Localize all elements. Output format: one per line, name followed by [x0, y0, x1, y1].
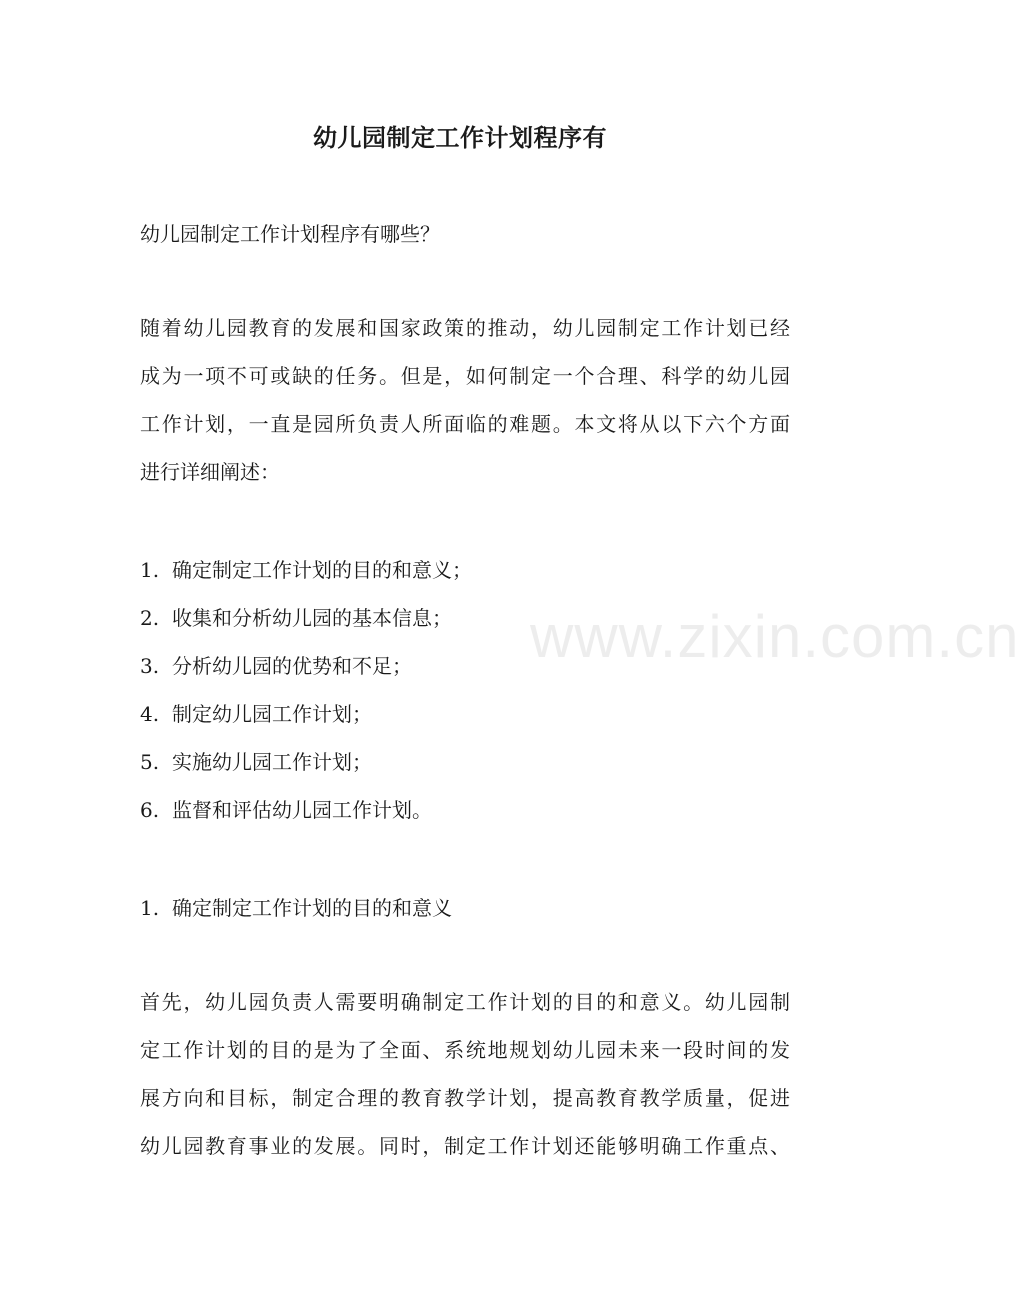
list-item [140, 700, 790, 728]
subtitle-question: 幼儿园制定工作计划程序有哪些？ [140, 222, 440, 246]
list-text: 制定幼儿园工作计划； [172, 702, 372, 726]
section1-line-3: 展方向和目标，制定合理的教育教学计划，提高教育教学质量，促进 [140, 1086, 790, 1110]
list-number: 3. [140, 654, 160, 678]
section1-line-1: 首先，幼儿园负责人需要明确制定工作计划的目的和意义。幼儿园制 [140, 990, 790, 1014]
list-item [140, 796, 790, 824]
list-number: 1. [140, 558, 160, 582]
section-number: 1. [140, 896, 160, 920]
list-item [140, 604, 790, 632]
list-item [140, 748, 790, 776]
list-text: 分析幼儿园的优势和不足； [172, 654, 412, 678]
list-item [140, 556, 790, 584]
intro-line-2: 成为一项不可或缺的任务。但是，如何制定一个合理、科学的幼儿园 [140, 364, 790, 388]
list-number: 4. [140, 702, 160, 726]
list-text: 实施幼儿园工作计划； [172, 750, 372, 774]
list-number: 2. [140, 606, 160, 630]
document-title: 幼儿园制定工作计划程序有 [313, 123, 607, 152]
list-number: 6. [140, 798, 160, 822]
watermark: www.zixin.com.cn [530, 603, 1019, 670]
intro-line-4: 进行详细阐述： [140, 460, 280, 484]
section1-line-4: 幼儿园教育事业的发展。同时，制定工作计划还能够明确工作重点、 [140, 1134, 790, 1158]
intro-line-1: 随着幼儿园教育的发展和国家政策的推动，幼儿园制定工作计划已经 [140, 316, 790, 340]
list-text: 收集和分析幼儿园的基本信息； [172, 606, 452, 630]
list-item [140, 652, 790, 680]
list-text: 确定制定工作计划的目的和意义； [172, 558, 472, 582]
list-text: 监督和评估幼儿园工作计划。 [172, 798, 432, 822]
intro-line-3: 工作计划，一直是园所负责人所面临的难题。本文将从以下六个方面 [140, 412, 790, 436]
list-number: 5. [140, 750, 160, 774]
section-heading-text: 确定制定工作计划的目的和意义 [172, 896, 452, 920]
section1-line-2: 定工作计划的目的是为了全面、系统地规划幼儿园未来一段时间的发 [140, 1038, 790, 1062]
section-heading [140, 894, 790, 922]
